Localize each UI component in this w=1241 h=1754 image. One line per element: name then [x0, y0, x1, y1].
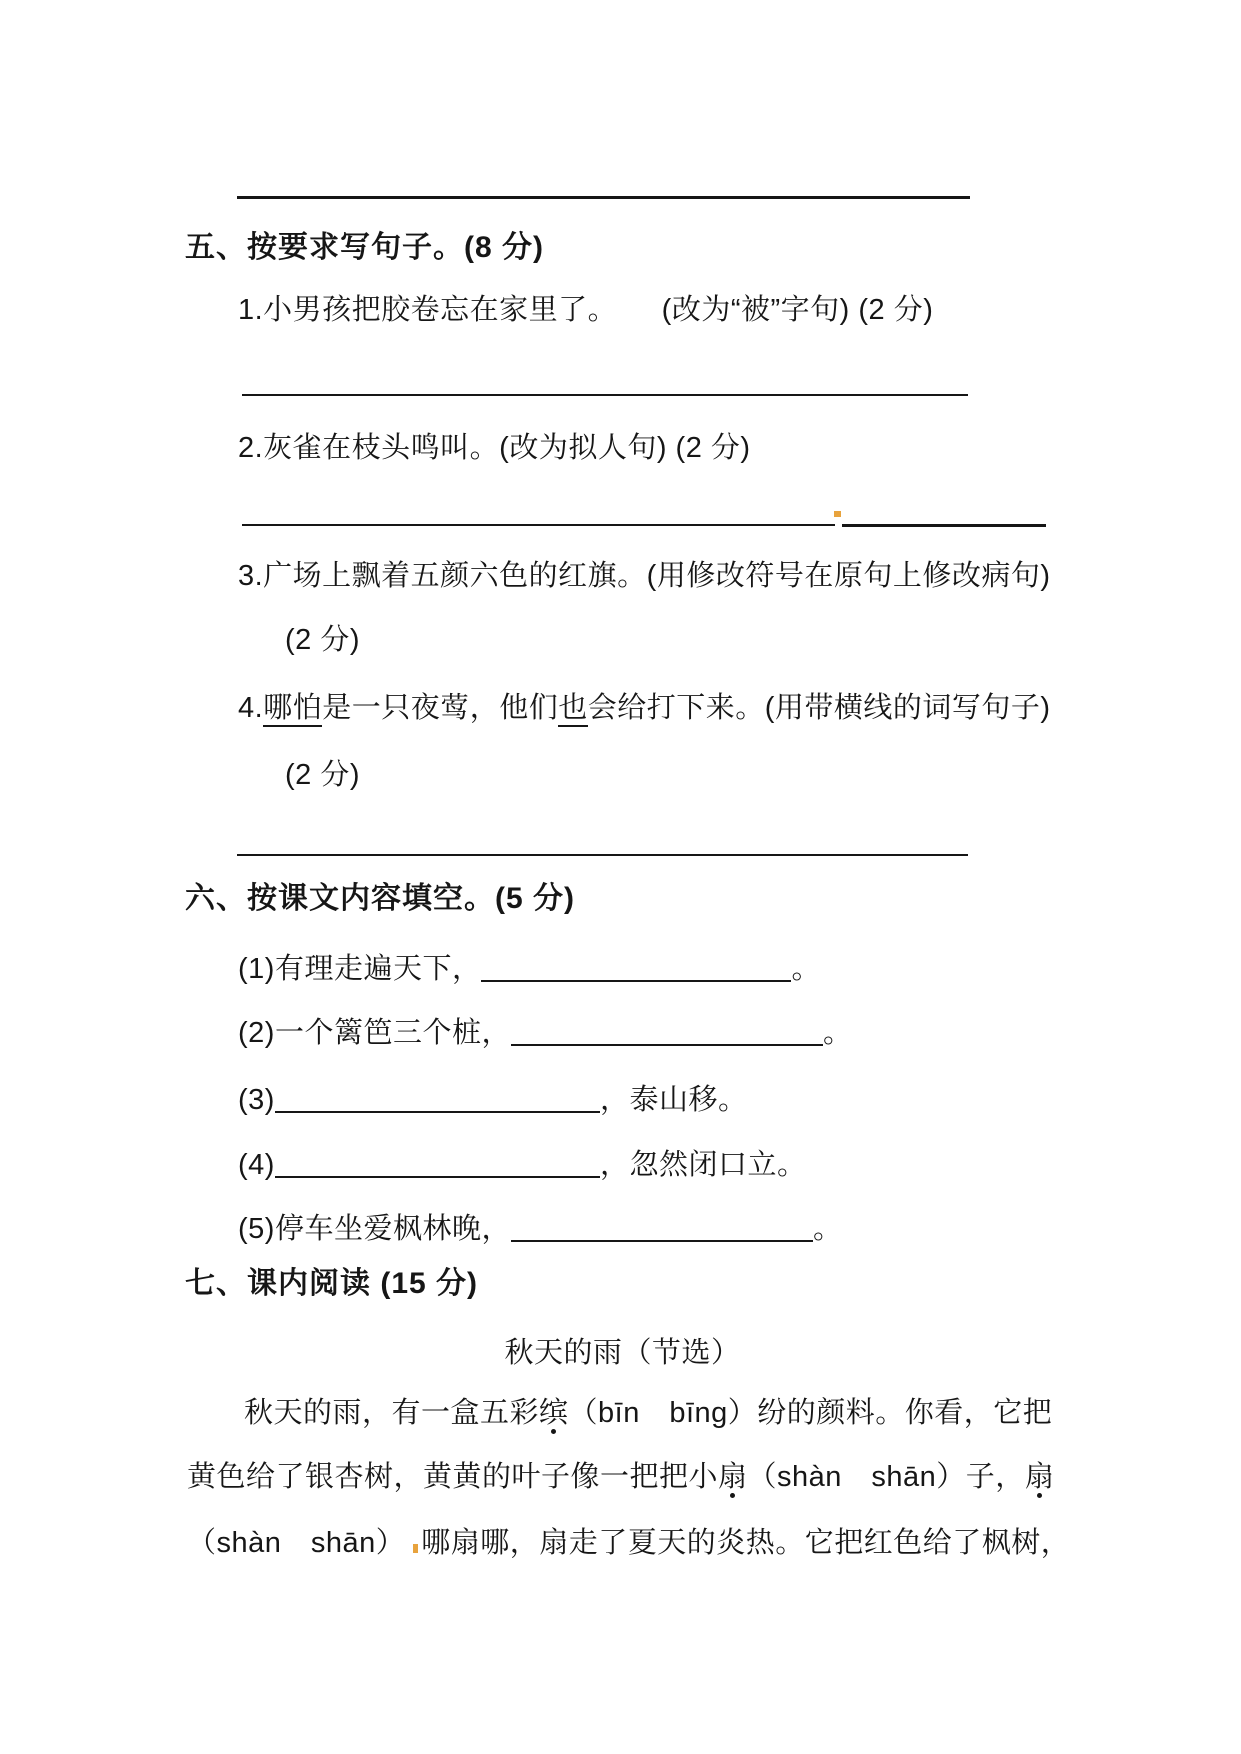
section-seven-heading: 七、课内阅读 (15 分) — [185, 1267, 479, 1300]
passage-emphasized-char-bin: 缤 — [539, 1397, 569, 1429]
q5-item3: 3.广场上飘着五颜六色的红旗。(用修改符号在原句上修改病句) — [238, 560, 1051, 592]
q6-item-4-post: ，忽然闭口立。 — [599, 1149, 807, 1181]
q6-item-1 — [238, 951, 821, 987]
q6-item-3-post: ，泰山移。 — [599, 1084, 748, 1116]
q5-item4-rest: 会给打下来。(用带横线的词写句子) — [587, 692, 1051, 724]
q5-item4-score: (2 分) — [285, 759, 361, 791]
passage-line-2-pinyin-choice: （shàn shān）子， — [747, 1461, 1025, 1493]
passage-line-2 — [187, 1459, 1054, 1495]
q6-item-1-post: 。 — [791, 953, 821, 985]
passage-line-3-text: 哪扇哪，扇走了夏天的炎热。它把红色给了枫树， — [421, 1527, 1071, 1559]
q6-item-5-blank — [511, 1239, 813, 1242]
q6-item-4 — [238, 1147, 806, 1183]
q6-item-2 — [238, 1015, 852, 1051]
q5-item4-underlined-word-1: 哪怕 — [263, 692, 322, 727]
q5-item1: 1.小男孩把胶卷忘在家里了。 (改为“被”字句) (2 分) — [238, 294, 934, 326]
q6-item-3 — [238, 1082, 747, 1118]
q6-item-1-pre: (1)有理走遍天下， — [238, 953, 482, 985]
passage-line-2-text: 黄色给了银杏树，黄黄的叶子像一把把小 — [187, 1461, 719, 1493]
q6-item-4-blank — [275, 1175, 600, 1178]
q6-item-1-blank — [481, 979, 791, 982]
q6-item-2-pre: (2)一个篱笆三个桩， — [238, 1017, 511, 1049]
passage-emphasized-char-shan-1: 扇 — [718, 1461, 748, 1493]
q6-item-3-pre: (3) — [238, 1084, 275, 1116]
answer-line-3 — [237, 854, 968, 856]
answer-line-2a — [242, 524, 835, 526]
q6-item-2-post: 。 — [822, 1017, 853, 1049]
q5-item2: 2.灰雀在枝头鸣叫。(改为拟人句) (2 分) — [238, 432, 751, 464]
answer-line-top — [237, 196, 970, 199]
passage-title: 秋天的雨（节选） — [504, 1337, 741, 1369]
passage-emphasized-char-shan-2: 扇 — [1024, 1461, 1055, 1493]
q5-item4-middle: 是一只夜莺，他们 — [322, 692, 559, 724]
orange-tick-mark — [413, 1544, 418, 1553]
q5-item4-underlined-word-2: 也 — [558, 692, 588, 727]
answer-line-2b — [842, 524, 1046, 527]
section-six-heading: 六、按课文内容填空。(5 分) — [185, 882, 575, 915]
passage-line-1 — [244, 1395, 1052, 1431]
q6-item-3-blank — [275, 1110, 600, 1113]
passage-line-1-pinyin-choice: （bīn bīng）纷的颜料。你看，它把 — [568, 1397, 1053, 1429]
passage-line-3 — [187, 1525, 1070, 1561]
q6-item-5-post: 。 — [812, 1213, 843, 1245]
q6-item-5 — [238, 1211, 842, 1247]
section-five-heading: 五、按要求写句子。(8 分) — [185, 231, 544, 264]
answer-line-1 — [242, 394, 968, 396]
q5-item4-number: 4. — [238, 692, 264, 724]
q5-item3-score: (2 分) — [285, 624, 361, 656]
passage-line-1-text: 秋天的雨，有一盒五彩 — [244, 1397, 540, 1429]
q6-item-4-pre: (4) — [238, 1149, 275, 1181]
passage-line-3-pinyin-choice: （shàn shān） — [187, 1527, 406, 1559]
orange-dot-mark — [834, 511, 841, 517]
q6-item-5-pre: (5)停车坐爱枫林晚， — [238, 1213, 511, 1245]
q5-item4 — [238, 690, 1051, 726]
q6-item-2-blank — [511, 1043, 823, 1046]
